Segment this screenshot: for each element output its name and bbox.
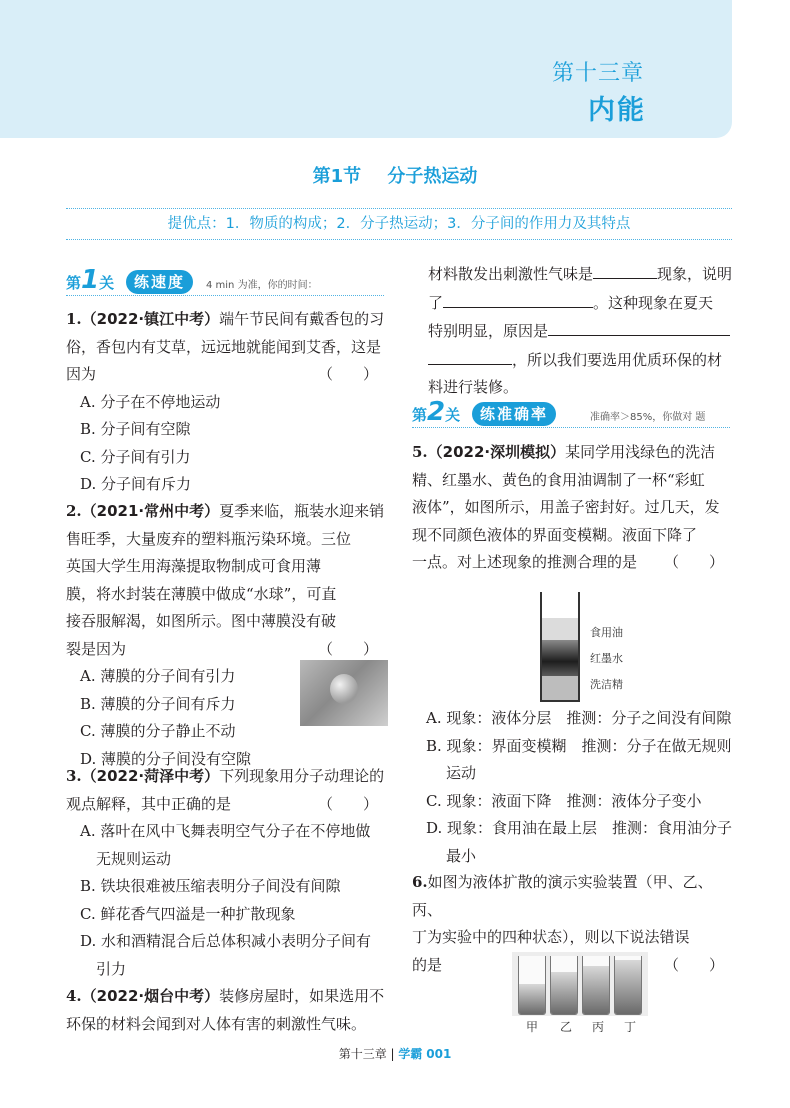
jar-label: 甲 xyxy=(526,1020,539,1034)
oil-layer xyxy=(542,618,578,640)
level1-pill: 练速度 xyxy=(126,270,193,294)
key-points: 提优点：1．物质的构成；2．分子热运动；3．分子间的作用力及其特点 xyxy=(66,208,732,240)
option: B. 薄膜的分子间有斥力 xyxy=(80,694,236,713)
question-5-options xyxy=(412,705,734,870)
level2-pill: 练准确率 xyxy=(472,402,556,426)
answer-paren: （ ） xyxy=(663,553,724,571)
jar-label: 丙 xyxy=(592,1020,605,1034)
fill-blank[interactable] xyxy=(443,289,593,308)
beaker-label: 食用油 xyxy=(590,626,623,639)
answer-paren: （ ） xyxy=(317,365,378,383)
question-3: 3.（2022·菏泽中考）下列现象用分子动理论的 观点解释，其中正确的是 （ ） A. 落叶在风中飞舞表明空气分子在不停地做 无规则运动 B. 铁块很难被压缩表明分子间没有间隙 C. 鲜花香气四溢是一种扩散现象 D. 水和酒精混合后总体积减小表明分子间有 引力 xyxy=(66,763,388,983)
section-number: 第1节 xyxy=(312,166,362,187)
footer-chapter: 第十三章 xyxy=(338,1047,387,1061)
level2-note: 准确率＞85%，你做对 题 xyxy=(590,412,706,423)
jar-jia xyxy=(518,956,546,1015)
diffusion-jars-photo xyxy=(512,952,648,1016)
question-4: 4.（2022·烟台中考）装修房屋时，如果选用不 环保的材料会闻到对人体有害的刺激性气味。 xyxy=(66,987,385,1033)
option-cont: 引力 xyxy=(96,959,127,978)
option: A. 现象：液体分层 推测：分子之间没有间隙 xyxy=(426,709,732,727)
level1-tag: 第1关 xyxy=(66,265,115,295)
option: D. 薄膜的分子间没有空隙 xyxy=(80,749,252,768)
answer-paren: （ ） xyxy=(317,639,378,658)
option: C. 现象：液面下降 推测：液体分子变小 xyxy=(426,791,702,810)
option: A. 落叶在风中飞舞表明空气分子在不停地做 xyxy=(80,822,371,840)
beaker-label: 红墨水 xyxy=(590,652,623,665)
option-cont: 无规则运动 xyxy=(96,849,172,868)
option: D. 分子间有斥力 xyxy=(80,475,192,493)
option-cont: 运动 xyxy=(446,764,477,782)
option: C. 分子间有引力 xyxy=(80,447,191,466)
ink-layer xyxy=(542,640,578,676)
question-6: 6.如图为液体扩散的演示实验装置（甲、乙、丙、 丁为实验中的四种状态），则以下说法错误 的是 （ ） xyxy=(412,869,734,979)
option: C. 薄膜的分子静止不动 xyxy=(80,722,236,740)
rainbow-liquid-beaker xyxy=(540,592,580,702)
question-1: 1.（2022·镇江中考）端午节民间有戴香包的习 俗，香包内有艾草，远远地就能闻到艾香，这是 因为 （ ） A. 分子在不停地运动 B. 分子间有空隙 C. 分子间有引力 D. 分子间有斥力 xyxy=(66,306,388,499)
water-ball xyxy=(330,674,358,704)
option: D. 现象：食用油在最上层 推测：食用油分子 xyxy=(426,819,733,837)
jar-bing xyxy=(582,956,610,1015)
answer-paren: （ ） xyxy=(663,955,724,974)
section-title xyxy=(0,162,790,188)
page-footer xyxy=(0,1045,790,1062)
beaker-label: 洗洁精 xyxy=(590,678,623,691)
jar-yi xyxy=(550,956,578,1015)
option: B. 现象：界面变模糊 推测：分子在做无规则 xyxy=(426,736,732,755)
level1-divider xyxy=(66,295,384,296)
jar-label: 丁 xyxy=(624,1020,637,1034)
option: A. 薄膜的分子间有引力 xyxy=(80,667,236,685)
section-name: 分子热运动 xyxy=(387,166,478,187)
question-2: 2.（2021·常州中考）夏季来临，瓶装水迎来销 售旺季，大量废弃的塑料瓶污染环境。三位 英国大学生用海藻提取物制成可食用薄 膜，将水封装在薄膜中做成“水球”，可直 接吞服解渴，如图所示。图中薄膜没有破 裂是因为 （ ） A. 薄膜的分子间有引力 B. 薄膜的分子间有斥力 C. 薄膜的分子静止不动 D. 薄膜的分子间没有空隙 xyxy=(66,498,388,773)
chapter-number: 第十三章 xyxy=(551,61,644,86)
option: D. 水和酒精混合后总体积减小表明分子间有 xyxy=(80,932,372,950)
option: B. 分子间有空隙 xyxy=(80,420,191,438)
fill-blank[interactable] xyxy=(428,346,512,365)
level1-note: 4 min 为准，你的时间： xyxy=(206,280,318,291)
page-number: 001 xyxy=(426,1047,452,1061)
footer-brand: 学霸 xyxy=(398,1047,423,1061)
detergent-layer xyxy=(542,676,578,700)
chapter-banner xyxy=(0,0,732,138)
fill-blank[interactable] xyxy=(593,260,657,279)
jar-label: 乙 xyxy=(560,1020,573,1034)
water-ball-photo xyxy=(300,660,388,726)
level2-divider xyxy=(412,427,730,428)
option-cont: 最小 xyxy=(446,846,477,865)
option: A. 分子在不停地运动 xyxy=(80,392,221,411)
level2-header xyxy=(412,397,734,430)
option: B. 铁块很难被压缩表明分子间没有间隙 xyxy=(80,877,341,895)
option: C. 鲜花香气四溢是一种扩散现象 xyxy=(80,904,296,923)
question-5: 5.（2022·深圳模拟）某同学用浅绿色的洗洁 精、红墨水、黄色的食用油调制了一杯“彩虹 液体”，如图所示，用盖子密封好。过几天，发 现不同颜色液体的界面变模糊。液面下降了 一点。对上述现象的推测合理的是 （ ） xyxy=(412,439,734,577)
fill-blank[interactable] xyxy=(548,317,730,336)
level2-tag: 第2关 xyxy=(412,397,461,427)
footer-separator: | xyxy=(390,1047,395,1061)
chapter-name: 内能 xyxy=(588,95,646,126)
answer-paren: （ ） xyxy=(317,794,378,813)
jar-ding xyxy=(614,956,642,1015)
level1-header xyxy=(66,265,388,298)
question-4-cont: 材料散发出刺激性气味是 现象，说明 了 。这种现象在夏天 特别明显，原因是 ，所以我们要选用优质环保的材 料进行装修。 xyxy=(428,260,734,402)
